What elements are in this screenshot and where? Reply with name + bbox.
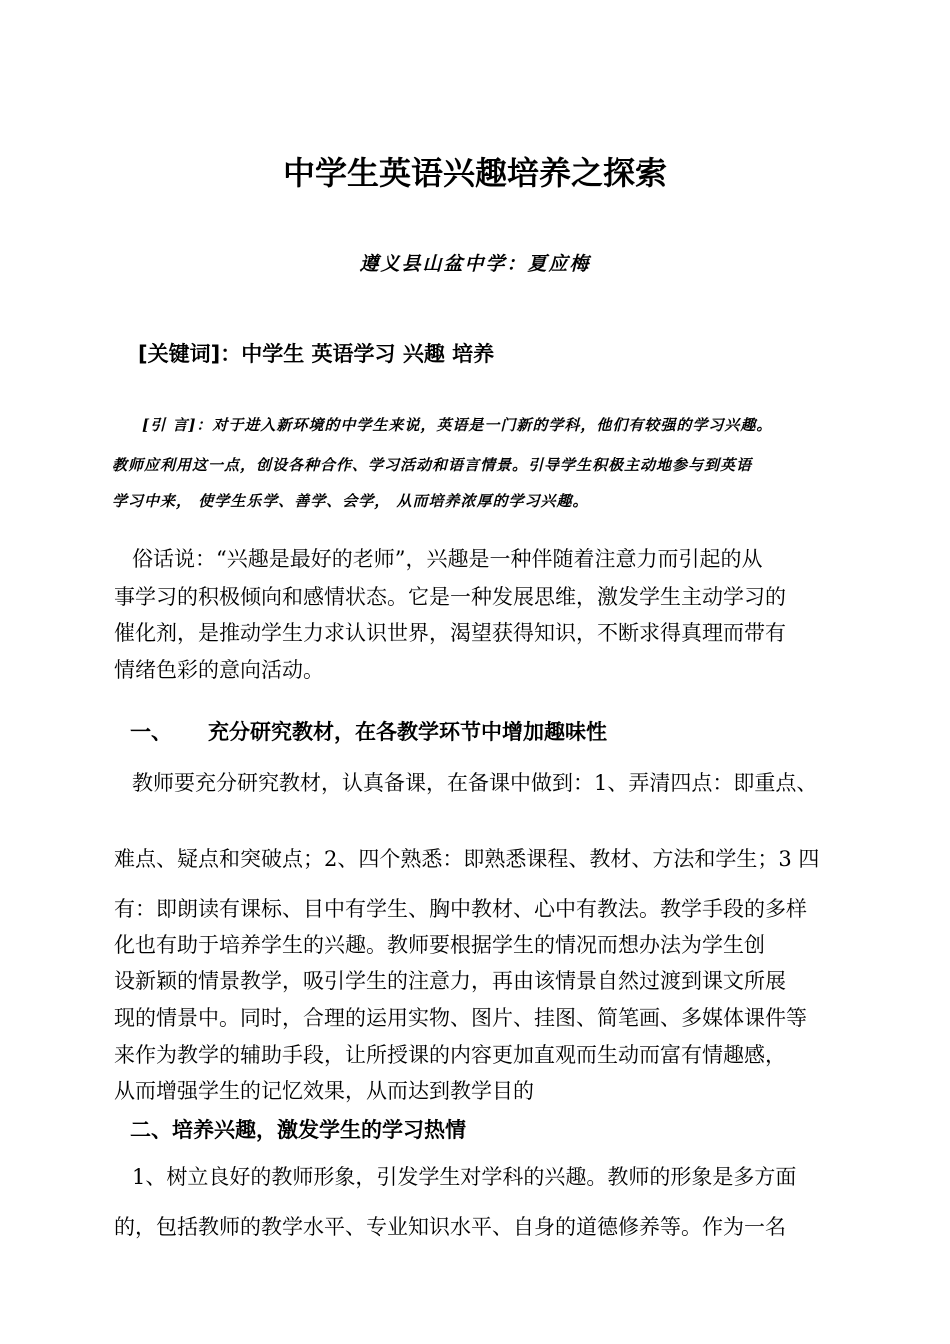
paragraph-line: 现的情景中。同时，合理的运用实物、图片、挂图、简笔画、多媒体课件等 (114, 1006, 807, 1030)
intro-line: 学习中来， 使学生乐学、善学、会学， 从而培养浓厚的学习兴趣。 (112, 492, 589, 510)
keywords-line: [关键词]：中学生 英语学习 兴趣 培养 (138, 342, 495, 366)
paragraph-line: 从而增强学生的记忆效果，从而达到教学目的 (114, 1079, 534, 1103)
author-line: 遵义县山盆中学：夏应梅 (359, 253, 591, 275)
intro-line: [引 言]：对于进入新环境的中学生来说，英语是一门新的学科，他们有较强的学习兴趣。 (142, 416, 773, 434)
paragraph-line: 教师要充分研究教材，认真备课，在备课中做到：1、弄清四点：即重点、 (132, 771, 818, 795)
paragraph-line: 俗话说：“兴趣是最好的老师”，兴趣是一种伴随着注意力而引起的从 (132, 547, 763, 571)
paragraph-line: 情绪色彩的意向活动。 (114, 658, 324, 682)
paragraph-line: 化也有助于培养学生的兴趣。教师要根据学生的情况而想办法为学生创 (114, 933, 765, 957)
paragraph-line: 难点、疑点和突破点；2、四个熟悉：即熟悉课程、教材、方法和学生；3 四 (114, 847, 820, 871)
paragraph-line: 事学习的积极倾向和感情状态。它是一种发展思维，激发学生主动学习的 (114, 585, 786, 609)
paragraph-line: 催化剂，是推动学生力求认识世界，渴望获得知识，不断求得真理而带有 (114, 621, 786, 645)
section-heading-1 (130, 716, 607, 746)
paragraph-line: 有：即朗读有课标、目中有学生、胸中教材、心中有教法。教学手段的多样 (114, 897, 807, 921)
paragraph-line: 来作为教学的辅助手段，让所授课的内容更加直观而生动而富有情趣感， (114, 1043, 786, 1067)
section-title: 充分研究教材，在各教学环节中增加趣味性 (208, 720, 607, 744)
paragraph-line: 设新颖的情景教学，吸引学生的注意力，再由该情景自然过渡到课文所展 (114, 969, 786, 993)
document-title: 中学生英语兴趣培养之探索 (282, 154, 667, 192)
paragraph-line: 的，包括教师的教学水平、专业知识水平、自身的道德修养等。作为一名 (114, 1215, 786, 1239)
intro-line: 教师应利用这一点，创设各种合作、学习活动和语言情景。引导学生积极主动地参与到英语 (112, 456, 753, 474)
section-heading-2: 二、培养兴趣，激发学生的学习热情 (130, 1118, 466, 1142)
paragraph-line: 1、树立良好的教师形象，引发学生对学科的兴趣。教师的形象是多方面 (132, 1165, 797, 1189)
section-number: 一、 (130, 720, 172, 744)
